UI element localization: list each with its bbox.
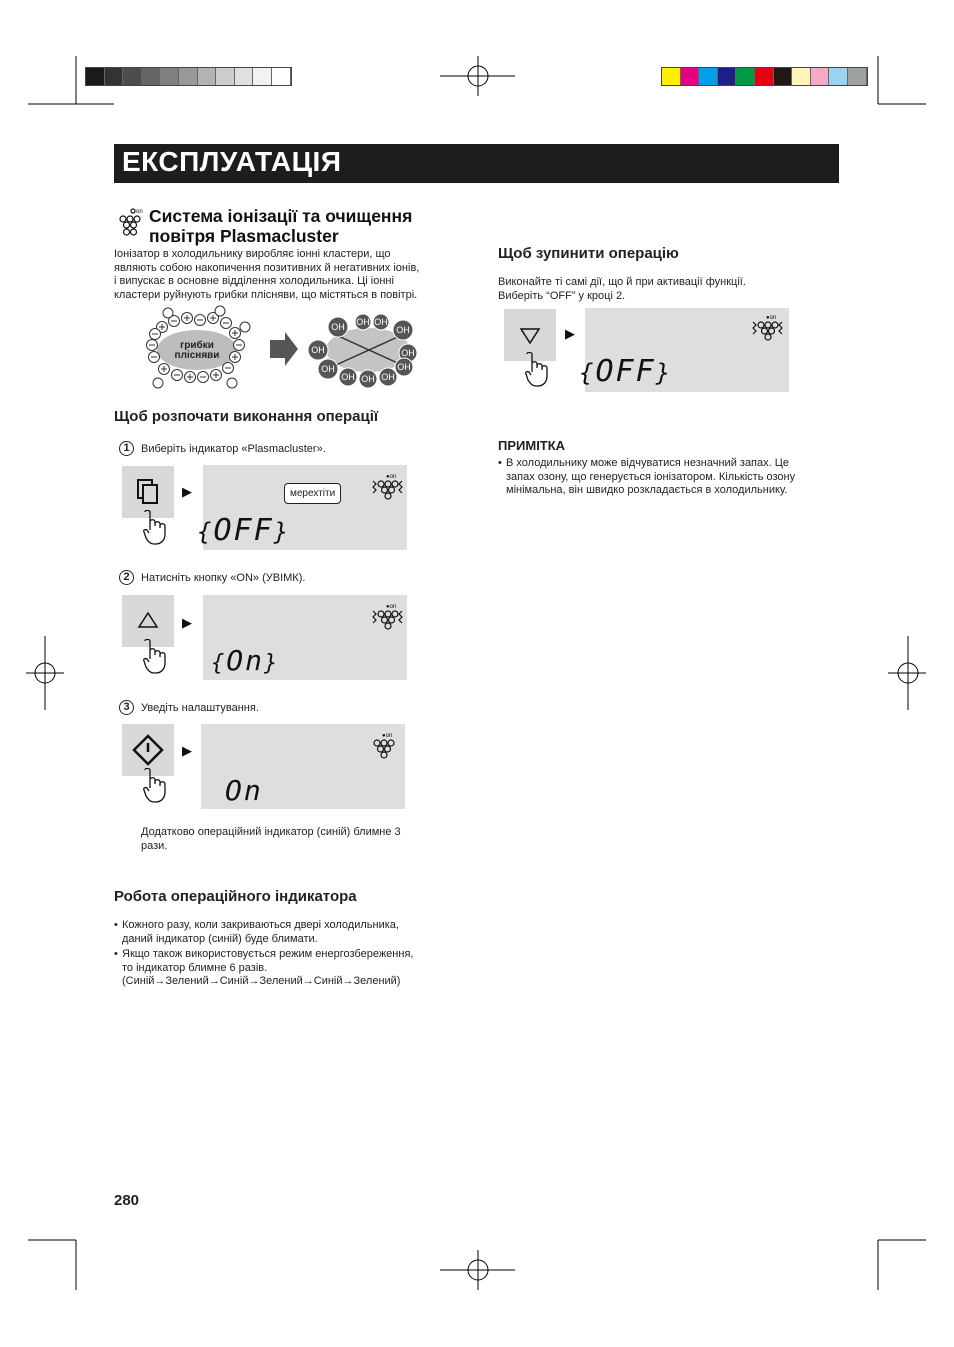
intro-paragraph	[114, 248, 454, 302]
step-1-number: 1	[119, 441, 134, 456]
plasmacluster-icon	[369, 601, 405, 633]
lcd-display-step1	[197, 465, 407, 550]
svg-text:OH: OH	[321, 364, 335, 374]
process-color-bar	[661, 67, 868, 86]
transform-arrow	[270, 332, 298, 366]
intro-line: і випускає в основне відділення холодильника. Ці іонні	[114, 275, 394, 287]
stop-line: Виконайте ті самі дії, що й при активації функції.	[498, 276, 746, 288]
color-swatch	[160, 68, 179, 85]
color-swatch	[272, 68, 291, 85]
plasmacluster-icon	[369, 730, 399, 762]
plasmacluster-icon	[369, 471, 405, 503]
lcd-value: {OFF}	[197, 513, 291, 548]
lcd-value: {OFF}	[579, 354, 673, 389]
svg-text:OH: OH	[396, 325, 410, 335]
lcd-off-text: OFF	[595, 354, 656, 389]
blink-tooltip: мерехтіти	[284, 483, 341, 504]
svg-text:●on: ●on	[386, 604, 397, 610]
step-2-text: Натисніть кнопку «ON» (УВІМК).	[141, 572, 306, 584]
svg-text:OH: OH	[331, 322, 345, 332]
color-swatch	[681, 68, 700, 85]
color-swatch	[198, 68, 217, 85]
svg-text:OH: OH	[356, 317, 370, 327]
lcd-display-step2	[203, 595, 407, 680]
color-swatch	[123, 68, 142, 85]
extra-note	[141, 826, 441, 853]
section-heading	[149, 206, 412, 246]
stop-heading: Щоб зупинити операцію	[498, 245, 679, 262]
svg-text:●on: ●on	[766, 315, 777, 321]
list-item: • Якщо також використовується режим енергозбереження, то індикатор блимне 6 разів. (Синій→Зелений→Синій→Зелений→Синій→Зелений)	[114, 948, 454, 989]
step-3-text: Уведіть налаштування.	[141, 702, 259, 714]
page-number: 280	[114, 1192, 140, 1209]
extra-note-line: Додатково операційний індикатор (синій) блимне 3	[141, 826, 401, 838]
color-swatch	[179, 68, 198, 85]
color-swatch	[848, 68, 867, 85]
lcd-display-stop	[579, 308, 789, 392]
color-swatch	[235, 68, 254, 85]
start-heading: Щоб розпочати виконання операції	[114, 408, 379, 425]
stop-line: Виберіть “OFF” у кроці 2.	[498, 289, 626, 302]
note-list	[498, 457, 828, 500]
color-swatch	[829, 68, 848, 85]
color-swatch	[718, 68, 737, 85]
section-heading-line2: повітря Plasmacluster	[149, 226, 339, 246]
color-swatch	[253, 68, 272, 85]
arrow-icon: ▶	[182, 484, 192, 499]
plasmacluster-icon	[117, 207, 145, 239]
color-swatch	[142, 68, 161, 85]
arrow-icon: ▶	[182, 615, 192, 630]
pointing-hand-icon	[142, 639, 168, 675]
extra-note-line: рази.	[141, 839, 168, 852]
mold-label-line2: плісняви	[174, 350, 220, 361]
svg-text:●on: ●on	[382, 733, 393, 739]
indicator-heading: Робота операційного індикатора	[114, 888, 357, 905]
arrow-icon: ▶	[565, 326, 575, 341]
intro-line: Іонізатор в холодильнику виробляє іонні кластери, що	[114, 248, 391, 260]
svg-text:OH: OH	[341, 372, 355, 382]
svg-text:OH: OH	[311, 345, 325, 355]
mold-label-line1: грибки	[180, 340, 214, 351]
color-swatch	[105, 68, 124, 85]
section-heading-line1: Система іонізації та очищення	[149, 206, 413, 226]
svg-text:●on: ●on	[386, 474, 397, 480]
color-swatch	[86, 68, 105, 85]
step-1-text: Виберіть індикатор «Plasmacluster».	[141, 443, 326, 455]
color-swatch	[792, 68, 811, 85]
note-heading: ПРИМІТКА	[498, 438, 566, 453]
grayscale-color-bar	[85, 67, 292, 86]
color-swatch	[662, 68, 681, 85]
list-item: • Кожного разу, коли закриваються двері холодильника, даний індикатор (синій) буде блимати.	[114, 919, 454, 946]
svg-text:OH: OH	[361, 374, 375, 384]
svg-text:OH: OH	[374, 317, 388, 327]
color-swatch	[755, 68, 774, 85]
ion-illustration	[140, 305, 440, 400]
step-3-number: 3	[119, 700, 134, 715]
step-2-number: 2	[119, 570, 134, 585]
plasmacluster-icon	[749, 312, 785, 344]
pointing-hand-icon	[142, 768, 168, 804]
intro-line: являють собою накопичення позитивних й негативних іонів,	[114, 261, 420, 274]
svg-text:OH: OH	[397, 362, 411, 372]
list-item: • В холодильнику може відчуватися незначний запах. Це запах озону, що генерується іонізатором. Кількість озону мінімальна, він швидко розкладається в холодильнику.	[498, 457, 828, 498]
intro-line: кластери руйнують грибки плісняви, що містяться в повітрі.	[114, 288, 418, 301]
lcd-on-text: On	[225, 774, 263, 807]
pointing-hand-icon	[524, 352, 550, 388]
page-title: ЕКСПЛУАТАЦІЯ	[122, 146, 342, 177]
svg-text:OH: OH	[401, 348, 415, 358]
lcd-on-text: On	[226, 644, 264, 677]
indicator-list	[114, 919, 454, 991]
color-swatch	[774, 68, 793, 85]
svg-text:on: on	[136, 209, 143, 215]
color-swatch	[811, 68, 830, 85]
lcd-off-text: OFF	[213, 513, 274, 548]
lcd-value: {On}	[211, 644, 280, 677]
color-swatch	[216, 68, 235, 85]
lcd-display-step3	[201, 724, 405, 809]
stop-paragraph	[498, 276, 798, 303]
pointing-hand-icon	[142, 510, 168, 546]
arrow-icon: ▶	[182, 743, 192, 758]
color-swatch	[699, 68, 718, 85]
svg-text:OH: OH	[381, 372, 395, 382]
color-swatch	[736, 68, 755, 85]
